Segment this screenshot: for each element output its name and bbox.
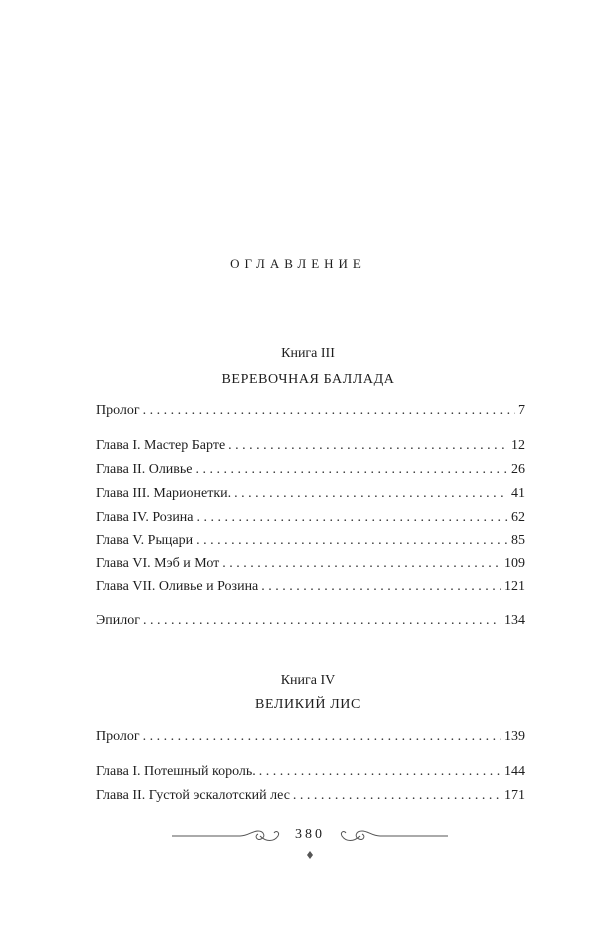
toc-entry-title: Эпилог bbox=[96, 613, 140, 628]
toc-entry-title: Глава II. Оливье bbox=[96, 462, 193, 477]
toc-entry bbox=[96, 788, 525, 808]
toc-entry bbox=[96, 533, 525, 553]
book-title: ВЕЛИКИЙ ЛИС bbox=[255, 697, 361, 712]
book-label: Книга III bbox=[281, 346, 335, 361]
toc-entry-page: 41 bbox=[511, 486, 525, 501]
toc-leader-dots bbox=[234, 486, 508, 502]
toc-leader-dots bbox=[143, 403, 515, 419]
toc-entry-title: Глава II. Густой эскалотский лес bbox=[96, 788, 290, 803]
toc-entry bbox=[96, 403, 525, 423]
toc-entry-page: 62 bbox=[511, 510, 525, 525]
toc-entry bbox=[96, 579, 525, 599]
toc-entry-title: Глава I. Мастер Барте bbox=[96, 438, 226, 453]
page-number: 380 bbox=[295, 827, 325, 842]
toc-entry-page: 144 bbox=[504, 764, 525, 779]
toc-leader-dots bbox=[197, 510, 508, 526]
toc-entry-title: Пролог bbox=[96, 729, 140, 744]
toc-leader-dots bbox=[143, 729, 501, 745]
toc-leader-dots bbox=[196, 533, 508, 549]
toc-leader-dots bbox=[196, 462, 508, 478]
toc-entry bbox=[96, 613, 525, 633]
toc-entry bbox=[96, 764, 525, 784]
toc-entry bbox=[96, 729, 525, 749]
toc-entry-page: 121 bbox=[504, 579, 525, 594]
toc-entry bbox=[96, 462, 525, 482]
toc-entry-title: Глава IV. Розина bbox=[96, 510, 194, 525]
toc-heading: ОГЛАВЛЕНИЕ bbox=[230, 256, 366, 271]
toc-leader-dots bbox=[261, 579, 501, 595]
toc-entry-title: Глава VI. Мэб и Мот bbox=[96, 556, 220, 571]
toc-leader-dots bbox=[293, 788, 501, 804]
toc-entry-page: 26 bbox=[511, 462, 525, 477]
folio bbox=[170, 823, 450, 863]
toc-leader-dots bbox=[143, 613, 501, 629]
toc-entry bbox=[96, 510, 525, 530]
toc-entry bbox=[96, 556, 525, 576]
book-label: Книга IV bbox=[280, 673, 336, 688]
toc-entry-title: Пролог bbox=[96, 403, 140, 418]
toc-entry-page: 134 bbox=[504, 613, 525, 628]
toc-entry-page: 171 bbox=[504, 788, 525, 803]
toc-entry-page: 109 bbox=[504, 556, 525, 571]
toc-entry-title: Глава III. Марионетки. bbox=[96, 486, 232, 501]
book-title: ВЕРЕВОЧНАЯ БАЛЛАДА bbox=[221, 372, 395, 387]
toc-leader-dots bbox=[259, 764, 501, 780]
toc-entry-page: 85 bbox=[511, 533, 525, 548]
toc-entry-page: 12 bbox=[511, 438, 525, 453]
toc-entry-title: Глава V. Рыцари bbox=[96, 533, 194, 548]
toc-leader-dots bbox=[222, 556, 501, 572]
toc-entry bbox=[96, 486, 525, 506]
toc-entry-page: 7 bbox=[518, 403, 525, 418]
toc-entry-title: Глава VII. Оливье и Розина bbox=[96, 579, 259, 594]
toc-entry-page: 139 bbox=[504, 729, 525, 744]
toc-entry-title: Глава I. Потешный король. bbox=[96, 764, 256, 779]
toc-leader-dots bbox=[228, 438, 508, 454]
toc-entry bbox=[96, 438, 525, 458]
